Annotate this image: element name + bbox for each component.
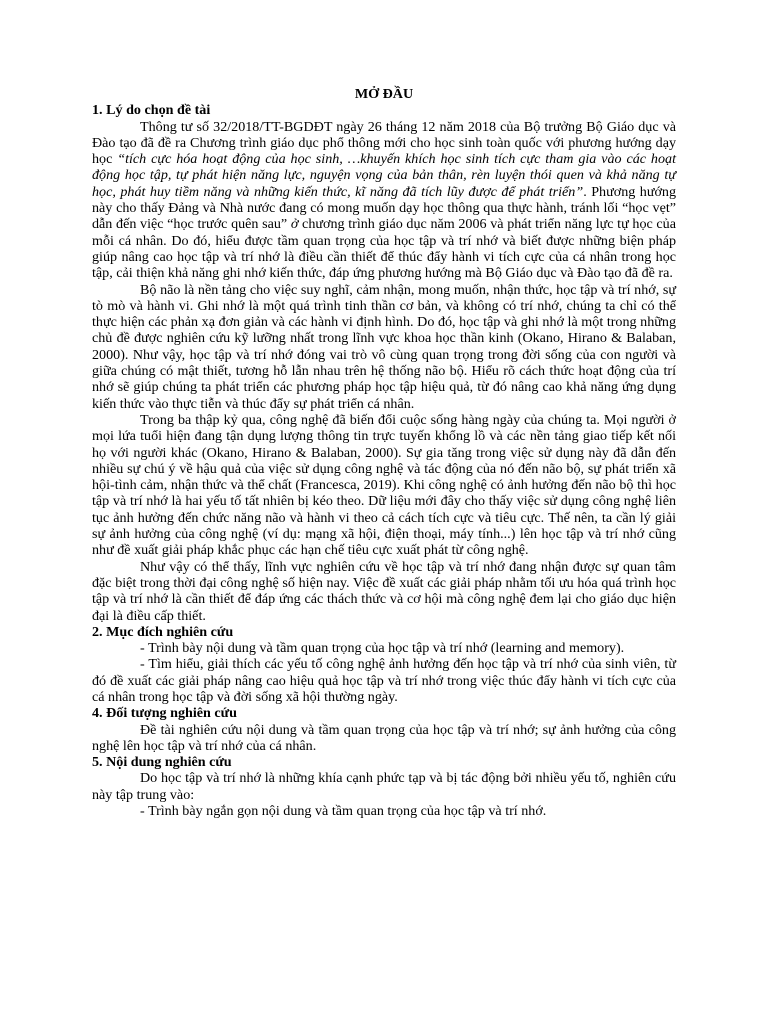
quoted-text: “tích cực hóa hoạt động của học sinh, …khuyến khích học sinh tích cực tham gia vào các hoạt động học tập, tự phát hiện năng lực, nguyện vọng của bản thân, rèn luyện thói quen và khả năng tự học, phát huy tiềm năng và những kiến thức, kĩ năng đã tích lũy được để phát triển” [92, 151, 676, 200]
purpose-item: - Trình bày nội dung và tầm quan trọng của học tập và trí nhớ (learning and memory). [140, 640, 625, 657]
section-heading-content: 5. Nội dung nghiên cứu [92, 754, 232, 771]
paragraph-text: . Phương hướng này cho thấy Đảng và Nhà nước đang có mong muốn dạy học thông qua thực hành, tránh lối “học vẹt” dẫn đến việc “học trước quên sau” [92, 183, 677, 233]
paragraph-technology: Trong ba thập kỷ qua, công nghệ đã biến đổi cuộc sống hàng ngày của chúng ta. Mọi người ở mọi lứa tuổi hiện đang tận dụng lượng thông tin trực tuyến khổng lồ và các nền tảng giao tiếp kết nối họ với người khác (Okano, Hirano & Balaban, 2000). Sự gia tăng trong việc sử dụng này đã dẫn đến nhiều sự chú ý về hậu quả của việc sử dụng công nghệ và tác động của nó đến não bộ, sự phát triển xã hội-tình cảm, nhận thức và thể chất (Francesca, 2019). Khi công nghệ có ảnh hưởng đến não bộ thì học tập và trí nhớ là hai yếu tố tất nhiên bị kéo theo. Dữ liệu mới đây cho thấy việc sử dụng công nghệ liên tục ảnh hưởng đến chức năng não và hành vi theo cả cách tích cực và tiêu cực. Thế nên, ta cần lý giải sự ảnh hưởng của công nghệ (ví dụ: mạng xã hội, điện thoại, máy tính...) lên học tập và trí nhớ cũng như đề xuất giải pháp khắc phục các hạn chế tiêu cực xuất phát từ công nghệ. [92, 411, 676, 559]
section-heading-purpose: 2. Mục đích nghiên cứu [92, 623, 234, 640]
section-heading-subject: 4. Đối tượng nghiên cứu [92, 705, 237, 722]
content-item: - Trình bày ngắn gọn nội dung và tầm quan trọng của học tập và trí nhớ. [140, 803, 547, 820]
paragraph-text: ở [290, 216, 299, 233]
paragraph-circular [92, 119, 676, 282]
paragraph-brain: Bộ não là nền tảng cho việc suy nghĩ, cảm nhận, mong muốn, nhận thức, học tập và trí nhớ, sự tò mò và hành vi. Ghi nhớ là một quá trình tinh thần cơ bản, và không có trí nhớ, chúng ta chỉ có thể thực hiện các phản xạ đơn giản và các hành vi định hình. Do đó, học tập và ghi nhớ là một trong những chủ đề được nghiên cứu kỹ lưỡng nhất trong lĩnh vực khoa học thần kinh (Okano, Hirano & Balaban, 2000). Như vậy, học tập và trí nhớ đóng vai trò vô cùng quan trọng trong đời sống của con người và giữa chúng có mật thiết, tương hỗ lẫn nhau trên hệ thống não bộ. Hiểu rõ cách thức hoạt động của trí nhớ sẽ giúp chúng ta phát triển các phương pháp học tập hiệu quả, từ đó nâng cao khả năng ứng dụng kiến thức vào thực tiễn và thúc đẩy sự phát triển cá nhân. [92, 281, 676, 412]
paragraph-content: Do học tập và trí nhớ là những khía cạnh phức tạp và bị tác động bởi nhiều yếu tố, nghiên cứu này tập trung vào: [92, 770, 676, 803]
paragraph-text: chương trình giáo dục năm 2006 và phát triển năng lực tự học của mỗi cá nhân. Do đó, hiểu được tầm quan trọng của học tập và trí nhớ và biết được những biện pháp giúp nâng cao học tập và trí nhớ là điều cần thiết để thúc đẩy hành vi tích cực của cá nhân trong học tập, cải thiện khả năng ghi nhớ kiến thức, đáp ứng phương hướng mà Bộ Giáo dục và Đào tạo đã đề ra. [92, 216, 676, 282]
paragraph-text: Thông tư số 32/2018/TT-BGDĐT ngày 26 tháng 12 năm 2018 của Bộ trưởng Bộ Giáo dục và Đào tạo đã đề ra Chương trình giáo dục phổ thông mới cho học sinh toàn quốc với phương hướng dạy học [92, 118, 676, 168]
document-page [92, 86, 676, 819]
purpose-item: - Tìm hiểu, giải thích các yếu tố công nghệ ảnh hưởng đến học tập và trí nhớ của sinh viên, từ đó đề xuất các giải pháp nâng cao hiệu quả học tập và trí nhớ trong việc thúc đẩy hành vi tích cực của cá nhân trong học tập và đời sống xã hội thường ngày. [92, 656, 676, 705]
section-heading-reason: 1. Lý do chọn đề tài [92, 102, 211, 119]
paragraph-subject: Đề tài nghiên cứu nội dung và tầm quan trọng của học tập và trí nhớ; sự ảnh hưởng của công nghệ lên học tập và trí nhớ của cá nhân. [92, 721, 676, 754]
paragraph-conclusion: Như vậy có thể thấy, lĩnh vực nghiên cứu về học tập và trí nhớ đang nhận được sự quan tâm đặc biệt trong thời đại công nghệ số hiện nay. Việc đề xuất các giải pháp nhằm tối ưu hóa quá trình học tập và trí nhớ là cần thiết để đáp ứng các thách thức và cơ hội mà công nghệ đem lại cho giáo dục hiện đại là điều cấp thiết. [92, 558, 676, 624]
page-title: MỞ ĐẦU [354, 86, 414, 102]
